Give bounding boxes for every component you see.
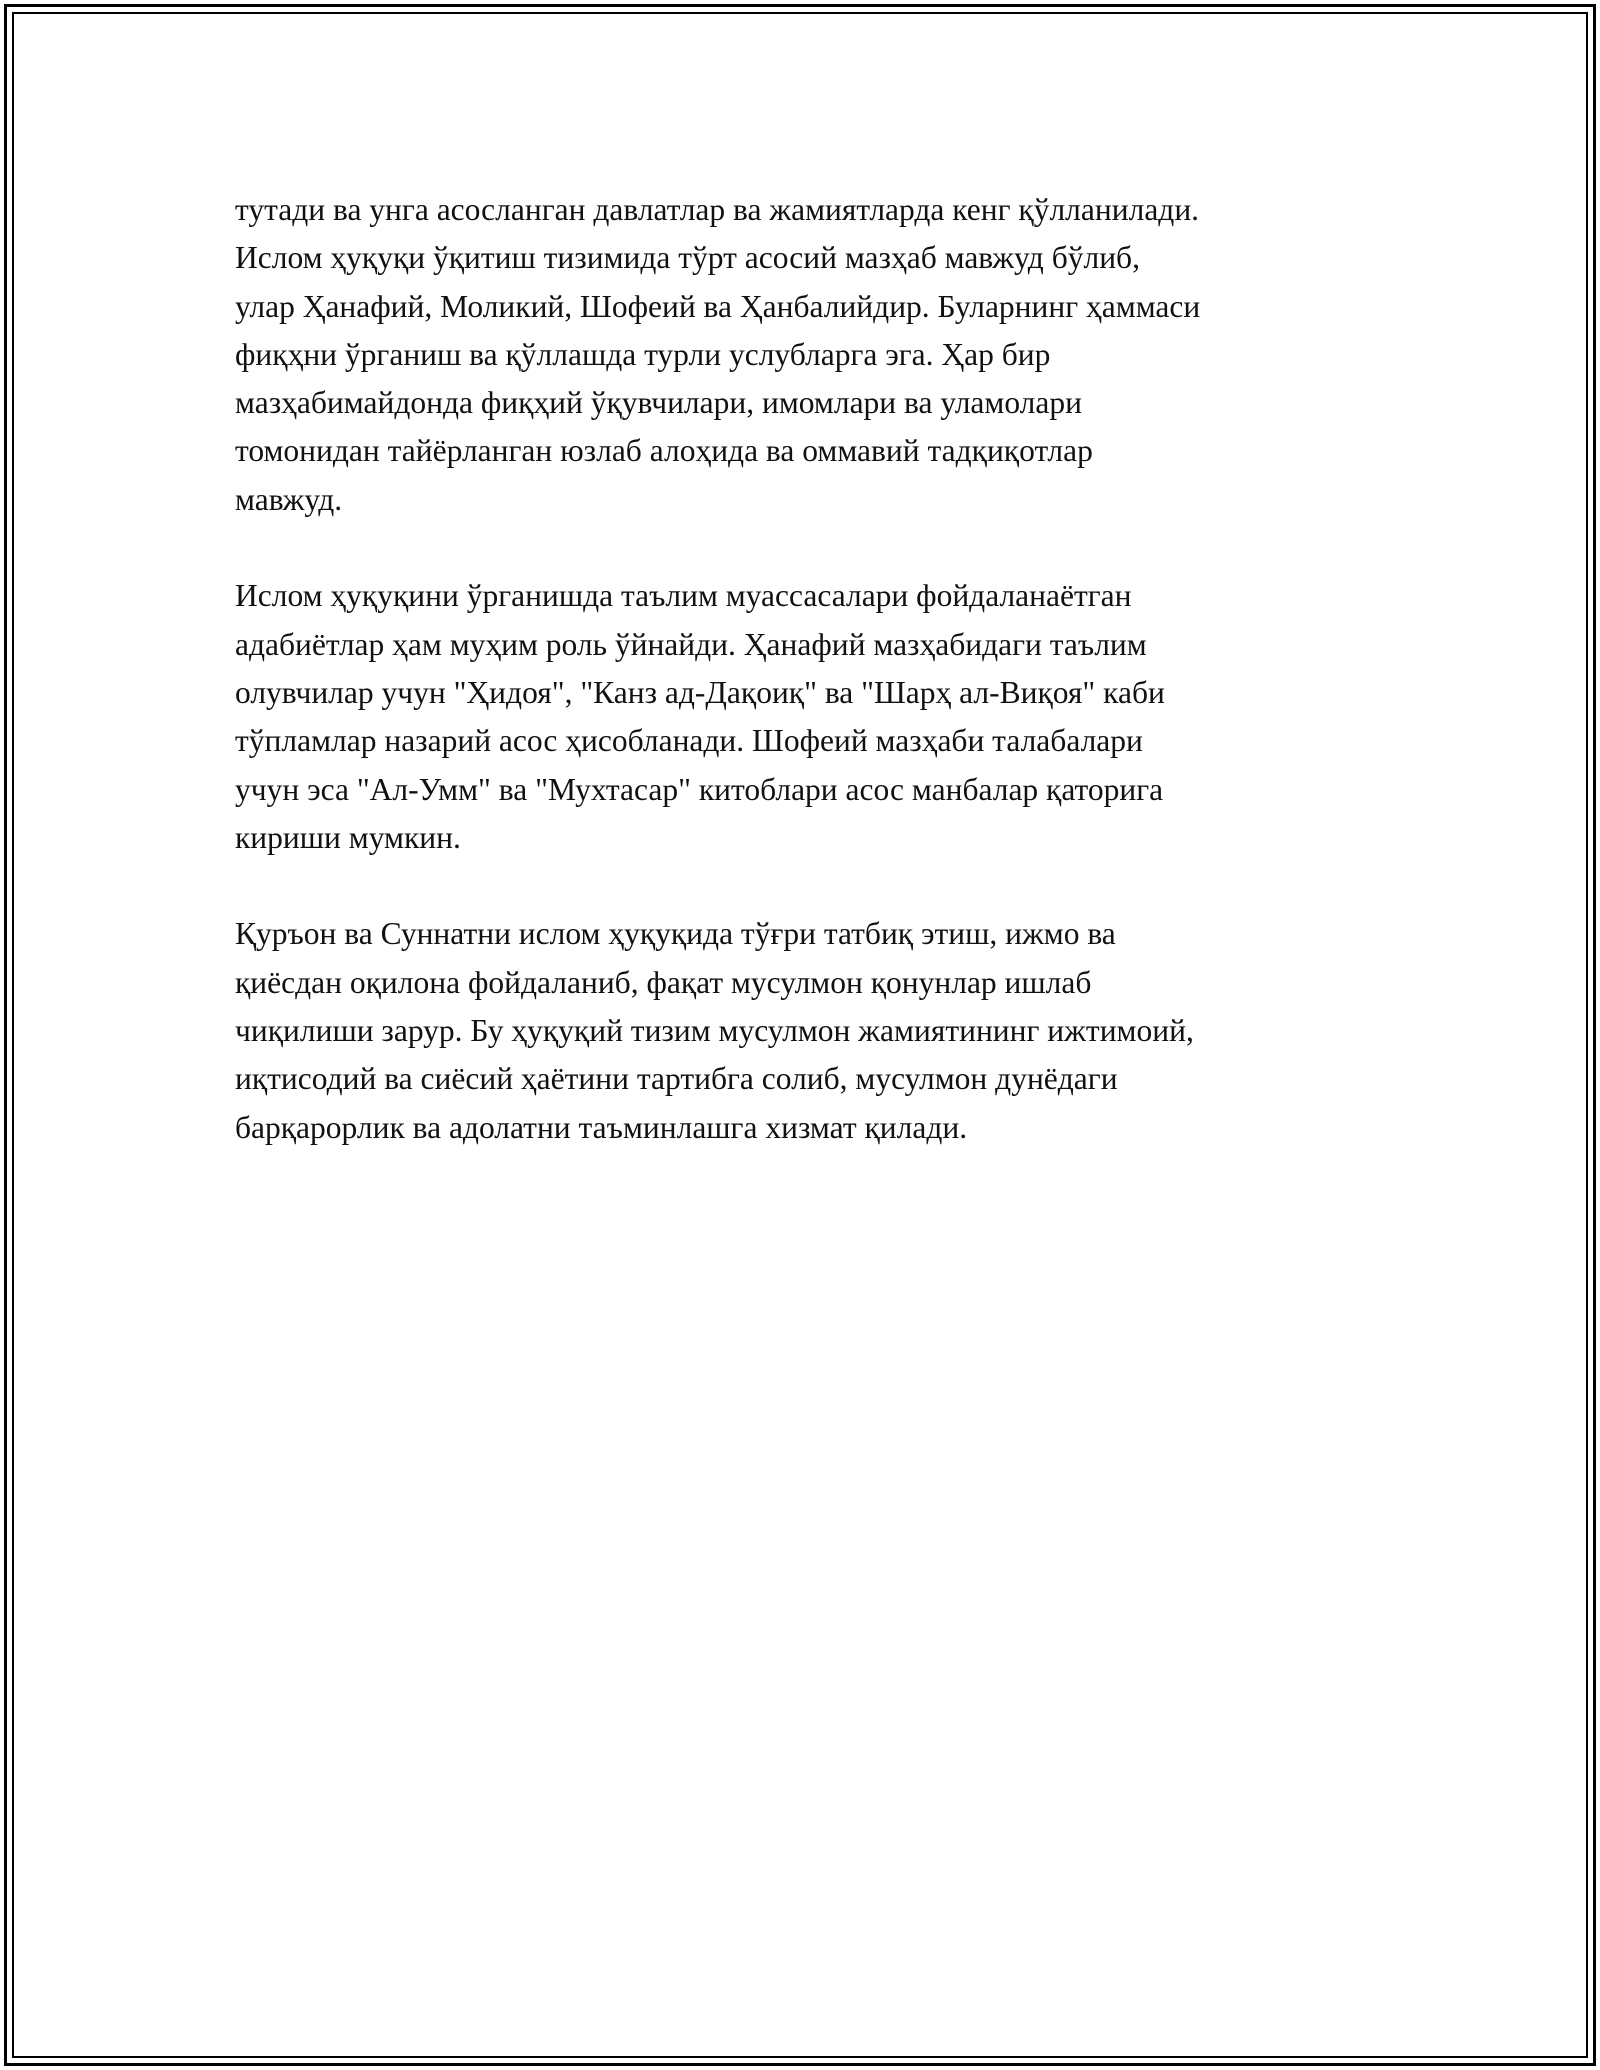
paragraph-1 bbox=[235, 186, 1395, 524]
text-line: учун эса "Ал-Умм" ва "Мухтасар" китоблари асос манбалар қаторига bbox=[235, 771, 1164, 807]
text-line: Ислом ҳуқуқи ўқитиш тизимида тўрт асосий мазҳаб мавжуд бўлиб, bbox=[235, 240, 1140, 276]
text-line: Ислом ҳуқуқини ўрганишда таълим муассасалари фойдаланаётган bbox=[235, 578, 1132, 614]
text-line: томонидан тайёрланган юзлаб алоҳида ва оммавий тадқиқотлар bbox=[235, 433, 1093, 469]
text-line: кириши мумкин. bbox=[235, 819, 461, 855]
text-line: тутади ва унга асосланган давлатлар ва жамиятларда кенг қўлланилади. bbox=[235, 192, 1200, 227]
text-line: мазҳабимайдонда фиқҳий ўқувчилари, имомлари ва уламолари bbox=[235, 385, 1082, 421]
text-line: фиқҳни ўрганиш ва қўллашда турли услубларга эга. Ҳар бир bbox=[235, 336, 1051, 372]
text-line: барқарорлик ва адолатни таъминлашга хизмат қилади. bbox=[235, 1109, 968, 1145]
text-line: қиёсдан оқилона фойдаланиб, фақат мусулмон қонунлар ишлаб bbox=[235, 964, 1092, 1000]
text-line: тўпламлар назарий асос ҳисобланади. Шофеий мазҳаби талабалари bbox=[235, 723, 1143, 759]
paragraph-3 bbox=[235, 910, 1395, 1151]
text-line: адабиётлар ҳам муҳим роль ўйнайди. Ҳанафий мазҳабидаги таълим bbox=[235, 626, 1147, 662]
text-line: олувчилар учун "Ҳидоя", "Канз ад-Дақоиқ" ва "Шарҳ ал-Виқоя" каби bbox=[235, 674, 1165, 710]
text-line: мавжуд. bbox=[235, 481, 343, 517]
text-line: улар Ҳанафий, Моликий, Шофеий ва Ҳанбалийдир. Буларнинг ҳаммаси bbox=[235, 288, 1201, 324]
paragraph-2 bbox=[235, 572, 1395, 862]
text-line: иқтисодий ва сиёсий ҳаётини тартибга солиб, мусулмон дунёдаги bbox=[235, 1061, 1118, 1097]
text-line: Қуръон ва Суннатни ислом ҳуқуқида тўғри татбиқ этиш, ижмо ва bbox=[235, 916, 1116, 952]
document-body bbox=[235, 186, 1395, 1200]
text-line: чиқилиши зарур. Бу ҳуқуқий тизим мусулмон жамиятининг ижтимоий, bbox=[235, 1013, 1194, 1049]
